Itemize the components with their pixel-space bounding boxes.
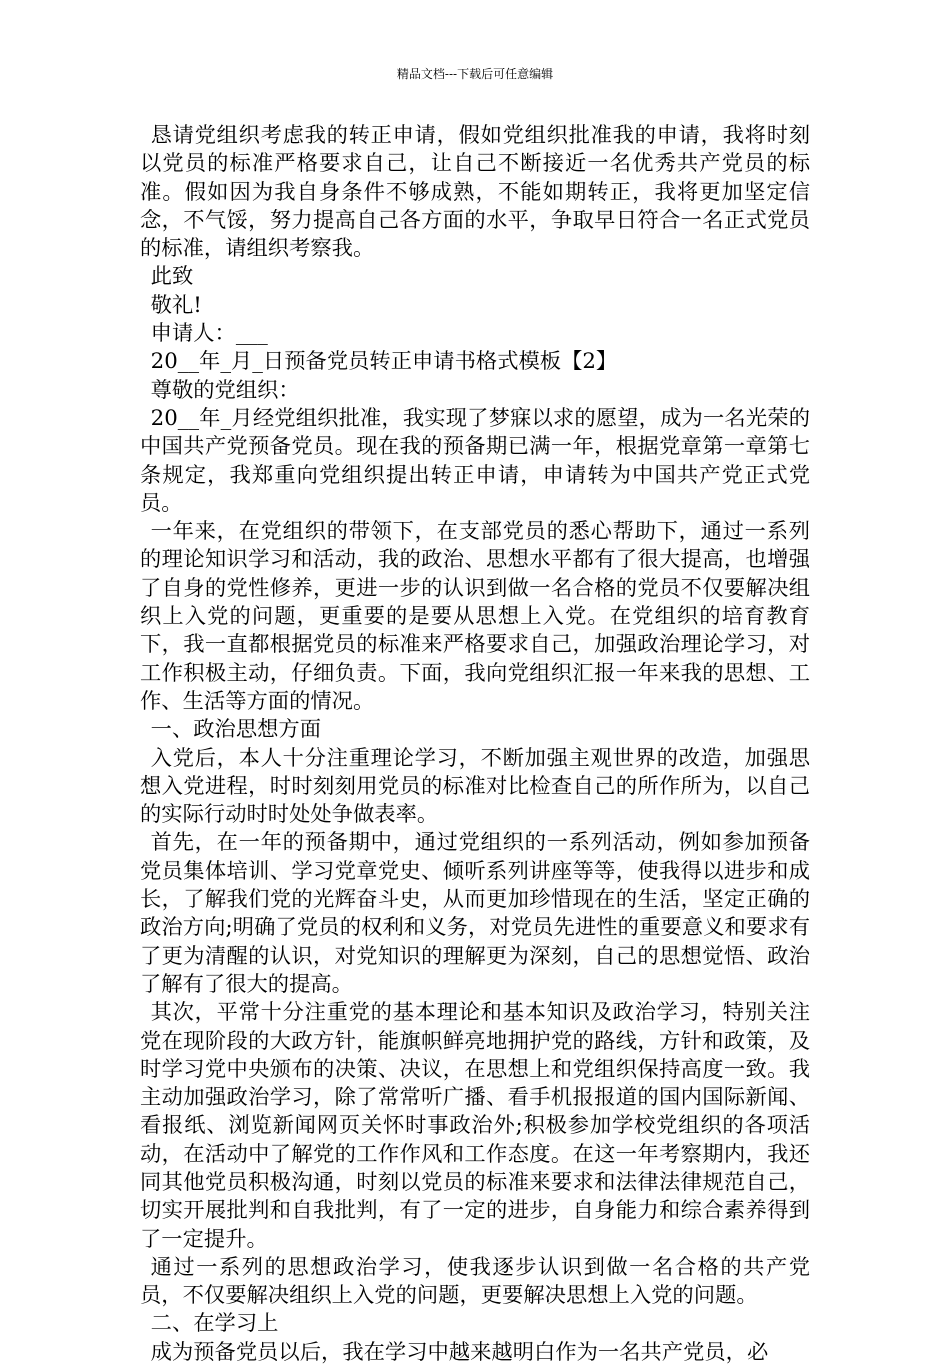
paragraph-political-4: 通过一系列的思想政治学习，使我逐步认识到做一名合格的共产党员，不仅要解决组织上入党的问题，更要解决思想上入党的问题。 [140,1254,810,1309]
paragraph-study-1: 成为预备党员以后，我在学习中越来越明白作为一名共产党员，必 [150,1339,769,1365]
salutation-cizhi: 此致 [150,264,194,290]
document-body [140,122,810,1367]
salutation-jingli: 敬礼! [150,292,202,318]
paragraph-political-3: 其次，平常十分注重党的基本理论和基本知识及政治学习，特别关注党在现阶段的大政方针，能旗帜鲜亮地拥护党的路线，方针和政策，及时学习党中央颁布的决策、决议，在思想上和党组织保持高度一致。我主动加强政治学习，除了常常听广播、看手机报报道的国内国际新闻、看报纸、浏览新闻网页关怀时事政治外;积极参加学校党组织的各项活动，在活动中了解党的工作作风和工作态度。在这一年考察期内，我还同其他党员积极沟通，时刻以党员的标准来要求和法律法律规范自己，切实开展批判和自我批判，有了一定的进步，自身能力和综合素养得到了一定提升。 [140,1000,810,1252]
paragraph-political-2: 首先，在一年的预备期中，通过党组织的一系列活动，例如参加预备党员集体培训、学习党章党史、倾听系列讲座等等，使我得以进步和成长，了解我们党的光辉奋斗史，从而更加珍惜现在的生活，坚定正确的政治方向;明确了党员的权利和义务，对党员先进性的重要意义和要求有了更为清醒的认识，对党知识的理解更为深刻，自己的思想觉悟、政治了解有了很大的提高。 [140,830,810,997]
applicant-line: 申请人：___ [150,321,268,347]
paragraph-year-summary: 一年来，在党组织的带领下，在支部党员的悉心帮助下，通过一系列的理论知识学习和活动，我的政治、思想水平都有了很大提高，也增强了自身的党性修养，更进一步的认识到做一名合格的党员不仅要解决组织上入党的问题，更重要的是要从思想上入党。在党组织的培育教育下，我一直都根据党员的标准来严格要求自己，加强政治理论学习，对工作积极主动，仔细负责。下面，我向党组织汇报一年来我的思想、工作、生活等方面的情况。 [140,519,810,714]
page-header: 精品文档---下载后可任意编辑 [396,67,554,81]
paragraph-intro: 20__年_月经党组织批准，我实现了梦寐以求的愿望，成为一名光荣的中国共产党预备党员。现在我的预备期已满一年，根据党章第一章第七条规定，我郑重向党组织提出转正申请，申请转为中国共产党正式党员。 [140,405,810,516]
date-and-template-title: 20__年_月_日预备党员转正申请书格式模板【2】 [150,349,618,375]
greeting: 尊敬的党组织： [150,377,300,403]
section-heading-political: 一、政治思想方面 [150,717,322,743]
paragraph-political-1: 入党后，本人十分注重理论学习，不断加强主观世界的改造，加强思想入党进程，时时刻刻用党员的标准对比检查自己的所作所为，以自己的实际行动时时处处争做表率。 [140,745,810,828]
paragraph-closing-request: 恳请党组织考虑我的转正申请，假如党组织批准我的申请，我将时刻以党员的标准严格要求自己，让自己不断接近一名优秀共产党员的标准。假如因为我自身条件不够成熟，不能如期转正，我将更加坚定信念，不气馁，努力提高自己各方面的水平，争取早日符合一名正式党员的标准，请组织考察我。 [140,123,810,262]
section-heading-study: 二、在学习上 [150,1311,279,1337]
